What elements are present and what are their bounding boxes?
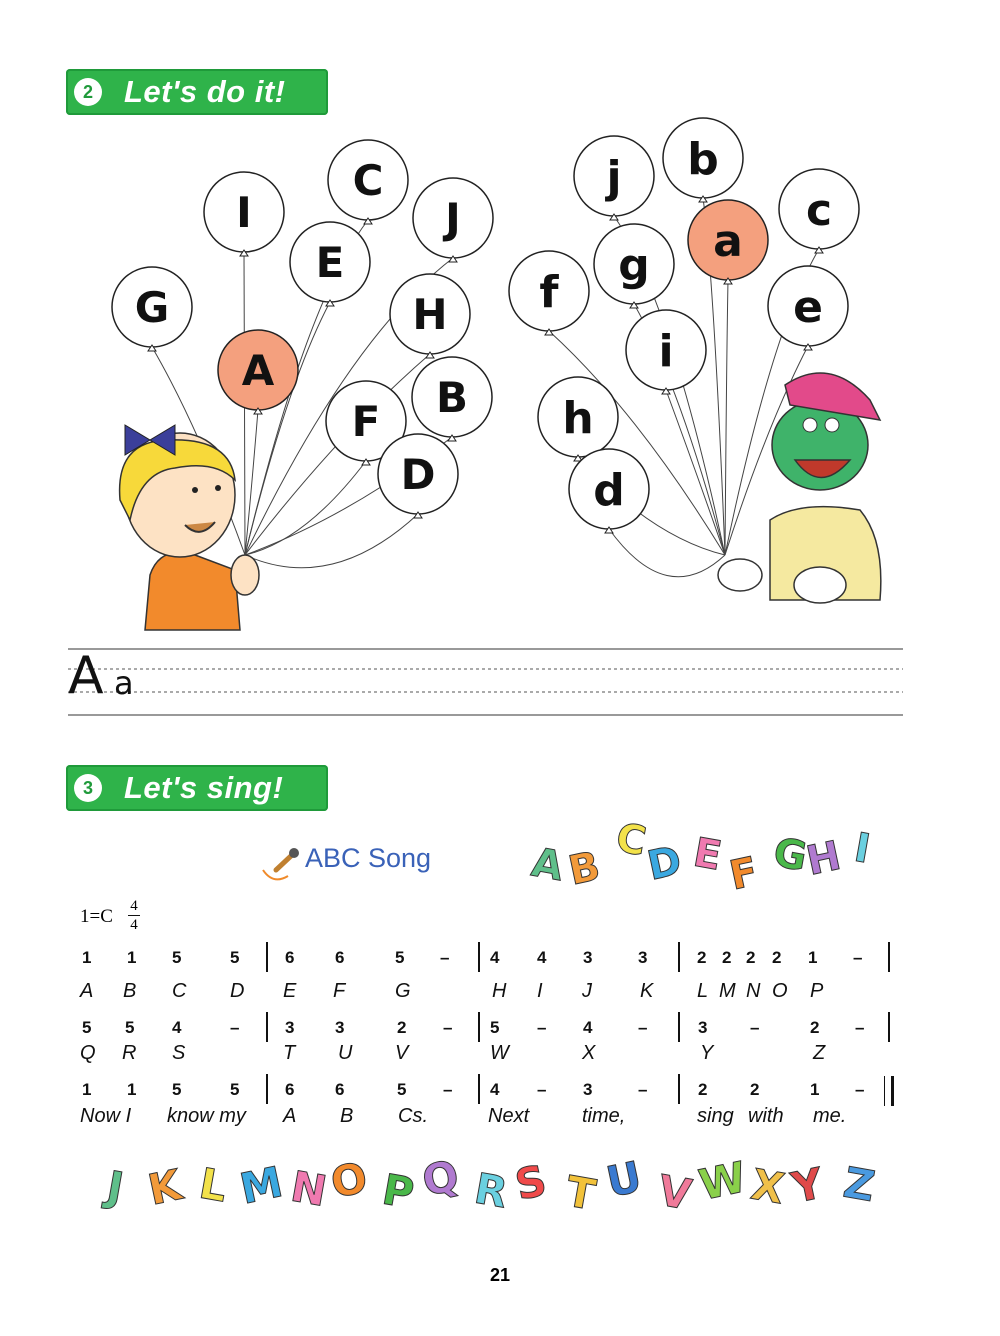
lyric: P xyxy=(810,980,824,1002)
note: – xyxy=(638,1018,648,1037)
bar-line xyxy=(678,1012,680,1042)
lyric: U xyxy=(338,1042,353,1064)
note: 2 xyxy=(772,948,782,967)
note: 3 xyxy=(583,1080,593,1099)
balloon-letter: j xyxy=(606,151,622,203)
lyric: with xyxy=(748,1105,784,1127)
balloon-letter: h xyxy=(562,392,594,444)
lyric: Z xyxy=(813,1042,826,1064)
decorative-letter: I xyxy=(850,824,874,873)
note: – xyxy=(855,1018,865,1037)
note: – xyxy=(855,1080,865,1099)
balloon-letter: f xyxy=(539,266,559,318)
lyric: know my xyxy=(167,1105,246,1127)
note: 6 xyxy=(335,1080,345,1099)
note: 6 xyxy=(285,948,295,967)
note: 2 xyxy=(746,948,756,967)
decorative-letter: F xyxy=(725,848,762,900)
note: 3 xyxy=(638,948,648,967)
bar-line xyxy=(478,942,480,972)
time-signature-top: 4 xyxy=(130,898,138,914)
lyric: V xyxy=(395,1042,409,1064)
decorative-letter: X xyxy=(747,1159,789,1214)
note: 5 xyxy=(172,1080,182,1099)
decorative-letter: G xyxy=(770,829,811,881)
lyric: sing xyxy=(697,1105,734,1127)
handwriting-uppercase: A xyxy=(68,646,104,706)
lyric: time, xyxy=(582,1105,626,1127)
decorative-letter: P xyxy=(378,1164,418,1219)
lyric: Q xyxy=(80,1042,96,1064)
balloon-letter: g xyxy=(618,239,650,291)
lyric: Cs. xyxy=(398,1105,428,1127)
section-title: Let's do it! xyxy=(124,74,286,109)
balloon-letter: I xyxy=(236,188,252,238)
lyric: me. xyxy=(813,1105,847,1127)
balloon-letter: G xyxy=(134,283,170,333)
time-signature-bottom: 4 xyxy=(130,917,138,933)
decorative-letter: D xyxy=(643,837,686,890)
key-signature: 1=C xyxy=(80,906,113,927)
bar-line xyxy=(266,1074,268,1104)
lyric: W xyxy=(490,1042,509,1064)
section-number: 3 xyxy=(74,774,102,802)
note: 3 xyxy=(285,1018,295,1037)
bar-line xyxy=(888,1012,890,1042)
note: 1 xyxy=(82,1080,92,1099)
lyric: L xyxy=(697,980,709,1002)
decorative-letter: R xyxy=(470,1163,512,1218)
lyric: G xyxy=(395,980,411,1002)
decorative-letter: Z xyxy=(839,1157,879,1212)
lyric: A xyxy=(80,980,94,1002)
balloon-letter: D xyxy=(400,450,436,500)
balloon-letter: d xyxy=(593,464,625,516)
lyric: O xyxy=(772,980,788,1002)
lyric: X xyxy=(582,1042,596,1064)
balloon-letter: A xyxy=(241,346,275,396)
note: 3 xyxy=(335,1018,345,1037)
lyric: C xyxy=(172,980,187,1002)
note: 5 xyxy=(125,1018,135,1037)
decorative-letter: H xyxy=(802,832,845,885)
decorative-letter: C xyxy=(612,814,650,866)
decorative-letter: E xyxy=(690,829,725,880)
decorative-letter: K xyxy=(143,1159,186,1215)
note: 5 xyxy=(397,1080,407,1099)
section-number: 2 xyxy=(74,78,102,106)
note: 4 xyxy=(537,948,547,967)
note: – xyxy=(853,948,863,967)
decorative-letter: O xyxy=(326,1152,372,1208)
note: 3 xyxy=(698,1018,708,1037)
lyric: Next xyxy=(488,1105,530,1127)
note: 2 xyxy=(698,1080,708,1099)
decorative-letter: M xyxy=(235,1157,287,1214)
lyric: D xyxy=(230,980,245,1002)
bar-line xyxy=(478,1012,480,1042)
note: 4 xyxy=(172,1018,182,1037)
balloon-letter: H xyxy=(412,290,448,340)
lyric: R xyxy=(122,1042,137,1064)
note: 2 xyxy=(697,948,707,967)
balloon-letter: E xyxy=(315,238,345,288)
decorative-letter: A xyxy=(528,839,567,891)
bar-line xyxy=(266,942,268,972)
lyric: J xyxy=(582,980,592,1002)
song-title: ABC Song xyxy=(305,843,432,873)
note: 5 xyxy=(230,948,240,967)
decorative-letter: N xyxy=(287,1161,331,1216)
balloon-letter: a xyxy=(713,215,743,267)
note: 5 xyxy=(230,1080,240,1099)
decorative-letter: S xyxy=(510,1155,551,1210)
note: 1 xyxy=(810,1080,820,1099)
lyric: H xyxy=(492,980,507,1002)
note: 2 xyxy=(810,1018,820,1037)
note: 2 xyxy=(397,1018,407,1037)
lyric: B xyxy=(340,1105,354,1127)
note: 6 xyxy=(285,1080,295,1099)
lyric: S xyxy=(172,1042,186,1064)
lyric: Now I xyxy=(80,1105,132,1127)
note: – xyxy=(537,1018,547,1037)
note: 1 xyxy=(808,948,818,967)
page-number: 21 xyxy=(489,1265,511,1285)
lyric: A xyxy=(283,1105,297,1127)
lyric: M xyxy=(719,980,736,1002)
bar-line xyxy=(266,1012,268,1042)
bar-line xyxy=(678,942,680,972)
note: 5 xyxy=(395,948,405,967)
balloon-letter: i xyxy=(658,325,674,377)
note: 2 xyxy=(722,948,732,967)
note: – xyxy=(440,948,450,967)
note: 4 xyxy=(490,1080,500,1099)
balloon-letter: c xyxy=(805,184,833,236)
lyric: T xyxy=(283,1042,296,1064)
balloon-letter: B xyxy=(435,373,469,423)
lyric: I xyxy=(537,980,543,1002)
note: 5 xyxy=(82,1018,92,1037)
note: 5 xyxy=(490,1018,500,1037)
section-title: Let's sing! xyxy=(124,770,284,805)
decorative-letter: V xyxy=(654,1165,696,1220)
balloon-letter: C xyxy=(352,156,384,206)
balloon-letter: F xyxy=(351,397,381,447)
bar-line xyxy=(478,1074,480,1104)
decorative-letter: B xyxy=(564,843,604,895)
note: – xyxy=(443,1080,453,1099)
decorative-letter: L xyxy=(195,1158,231,1212)
final-bar-line xyxy=(884,1076,894,1106)
bar-line xyxy=(888,942,890,972)
note: 1 xyxy=(127,948,137,967)
lyric: K xyxy=(640,980,654,1002)
note: – xyxy=(443,1018,453,1037)
lyric: E xyxy=(283,980,297,1002)
lyric: Y xyxy=(700,1042,714,1064)
note: 1 xyxy=(127,1080,137,1099)
note: 6 xyxy=(335,948,345,967)
note: 3 xyxy=(583,948,593,967)
balloon-letter: e xyxy=(793,281,823,333)
decorative-letter: Q xyxy=(418,1150,464,1206)
lyric: N xyxy=(746,980,761,1002)
decorative-letter: T xyxy=(562,1166,600,1220)
note: 5 xyxy=(172,948,182,967)
note: 1 xyxy=(82,948,92,967)
balloon-letter: J xyxy=(445,194,461,244)
note: 4 xyxy=(490,948,500,967)
decorative-letter: U xyxy=(602,1151,646,1207)
decorative-letter: W xyxy=(694,1152,751,1210)
decorative-letter: J xyxy=(103,1161,128,1213)
note: – xyxy=(537,1080,547,1099)
note: – xyxy=(230,1018,240,1037)
decorative-letter: Y xyxy=(787,1158,828,1213)
lyric: B xyxy=(123,980,137,1002)
note: 2 xyxy=(750,1080,760,1099)
note: – xyxy=(750,1018,760,1037)
lyric: F xyxy=(333,980,346,1002)
bar-line xyxy=(678,1074,680,1104)
note: 4 xyxy=(583,1018,593,1037)
handwriting-lowercase: a xyxy=(114,664,134,702)
note: – xyxy=(638,1080,648,1099)
balloon-letter: b xyxy=(687,133,719,185)
